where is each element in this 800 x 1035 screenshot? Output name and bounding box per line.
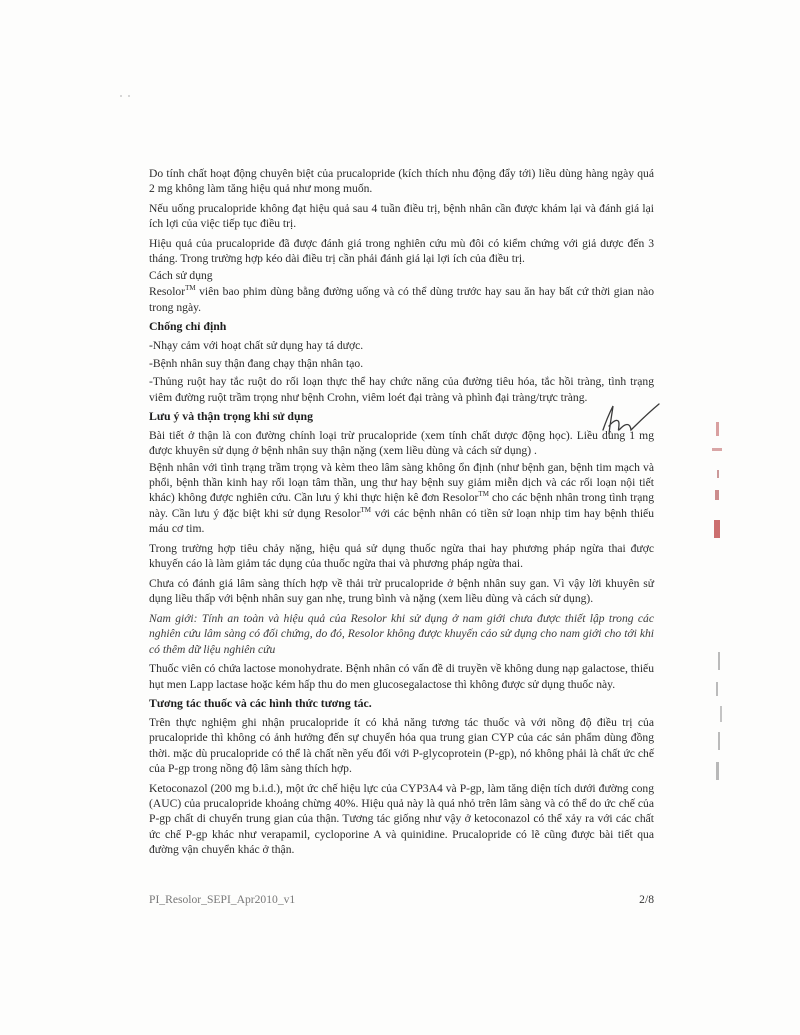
paragraph-dosage-limit: Do tính chất hoạt động chuyên biệt của prucalopride (kích thích nhu động đẩy tới) liều dùng hàng ngày quá 2 mg không làm tăng hiệu quả như mong muốn. bbox=[149, 167, 654, 196]
handwritten-signature bbox=[597, 400, 663, 442]
warnings-heading: Lưu ý và thận trọng khi sử dụng bbox=[149, 409, 313, 424]
usage-text: viên bao phim dùng bằng đường uống và có thể dùng trước hay sau ăn hay bất cứ thời gian nào trong ngày. bbox=[149, 285, 654, 314]
paragraph-hepatic: Chưa có đánh giá lâm sàng thích hợp về thải trừ prucalopride ở bệnh nhân suy gan. Vì vậy lời khuyên sử dụng liều thấp với bệnh nhân suy gan nhẹ, trung bình và nặng (xem liều dùng và cách sử dụng). bbox=[149, 576, 654, 606]
document-body bbox=[149, 166, 654, 862]
paragraph-lactose: Thuốc viên có chứa lactose monohydrate. Bệnh nhân có vấn đề di truyền về không dung nạp galactose, thiếu hụt men Lapp lactase hoặc kém hấp thu do men glucosegalactose thì không được sử dụng thuốc này. bbox=[149, 662, 654, 691]
interactions-heading: Tương tác thuốc và các hình thức tương tác. bbox=[149, 696, 372, 711]
paragraph-interaction-cyp: Trên thực nghiệm ghi nhận prucalopride ít có khả năng tương tác thuốc và với nồng độ điều trị của prucalopride thì không có ảnh hưởng đến sự chuyển hóa qua trung gian CYP của các sản phẩm dùng đồng thời. mặc dù prucalopride có thể là chất nền yếu đối với P-glycoprotein (P-gp), nó không phải là chất ức chế của P-gp trong nồng độ lâm sàng thích hợp. bbox=[149, 715, 654, 775]
contraindication-item: -Nhạy cảm với hoạt chất sử dụng hay tá dược. bbox=[149, 338, 364, 352]
brand-name: Resolor bbox=[149, 285, 186, 299]
trademark-mark: TM bbox=[185, 284, 196, 293]
page-number: 2/8 bbox=[639, 893, 654, 906]
paragraph-renal-excretion: Bài tiết ở thận là con đường chính loại trừ prucalopride (xem tính chất dược động học). Liều dùng 1 mg được khuyên sử dụng ở bệnh nhân suy thận nặng (xem liều dùng và cách sử dụng) . bbox=[149, 428, 654, 458]
paragraph-male-patients: Nam giới: Tính an toàn và hiệu quả của Resolor khi sử dụng ở nam giới chưa được thiết lập trong các nghiên cứu lâm sàng có đối chứng, do đó, Resolor không được khuyến cáo sử dụng cho nam giới cho tới khi có thêm dữ liệu nghiên cứu bbox=[149, 611, 654, 656]
contraindications-heading: Chống chỉ định bbox=[149, 319, 227, 334]
scan-speck-marks bbox=[118, 91, 138, 103]
usage-heading: Cách sử dụng bbox=[149, 268, 213, 282]
contraindication-item: -Bệnh nhân suy thận đang chạy thận nhân tạo. bbox=[149, 357, 364, 371]
paragraph-usage bbox=[149, 284, 654, 315]
paragraph-ketoconazole: Ketoconazol (200 mg b.i.d.), một ức chế hiệu lực của CYP3A4 và P-gp, làm tăng diện tích dưới đường cong (AUC) của prucalopride khoảng chừng 40%. Hiệu quả này là quá nhỏ trên lâm sàng và có thể do ức chế của P-gp chất di chuyển trung gian của thận. Tương tác giống như vậy ở ketoconazol có thể xảy ra với các chất ức chế P-gp khác như verapamil, cycloporine A và quinidine. Prucalopride có lẽ cũng được bài tiết qua đường vận chuyển khác ở thận. bbox=[149, 781, 654, 857]
scan-margin-marks bbox=[700, 420, 740, 800]
contraindication-item: -Thủng ruột hay tắc ruột do rối loạn thực thể hay chức năng của đường tiêu hóa, tắc hồi tràng, tình trạng viêm đường ruột trầm trọng như bệnh Crohn, viêm loét đại tràng và phình đại tràng/trực tràng. bbox=[149, 375, 654, 404]
trademark-mark: TM bbox=[478, 490, 489, 499]
paragraph-efficacy: Hiệu quả của prucalopride đã được đánh giá trong nghiên cứu mù đôi có kiểm chứng với giả dược đến 3 tháng. Trong trường hợp kéo dài điều trị cần phải đánh giá lại lợi ích của điều trị. bbox=[149, 237, 654, 266]
paragraph-contraception: Trong trường hợp tiêu chảy nặng, hiệu quả sử dụng thuốc ngừa thai hay phương pháp ngừa thai được khuyến cáo là làm giảm tác dụng của thuốc ngừa thai và phương pháp ngừa thai. bbox=[149, 541, 654, 571]
document-id: PI_Resolor_SEPI_Apr2010_v1 bbox=[149, 893, 296, 906]
trademark-mark: TM bbox=[360, 506, 371, 515]
paragraph-reevaluation: Nếu uống prucalopride không đạt hiệu quả sau 4 tuần điều trị, bệnh nhân cần được khám lại và đánh giá lại ích lợi của việc tiếp tục điều trị. bbox=[149, 202, 654, 231]
paragraph-severe-conditions: Bệnh nhân với tình trạng trầm trọng và kèm theo lâm sàng không ổn định (như bệnh gan, bệnh tim mạch và phổi, bệnh thần kinh hay rối loạn tâm thần, ung thư hay bệnh suy giảm miễn dịch và các rối loạn nội tiết khác) không được nghiên cứu. Cần lưu ý khi thực hiện kê đơn Resolor™ cho các bệnh nhân trong tình trạng này. Cần lưu ý đặc biệt khi sử dụng Resolor™ với các bệnh nhân có tiền sử loạn nhịp tim hay bệnh thiếu máu cơ tim. bbox=[149, 460, 654, 536]
